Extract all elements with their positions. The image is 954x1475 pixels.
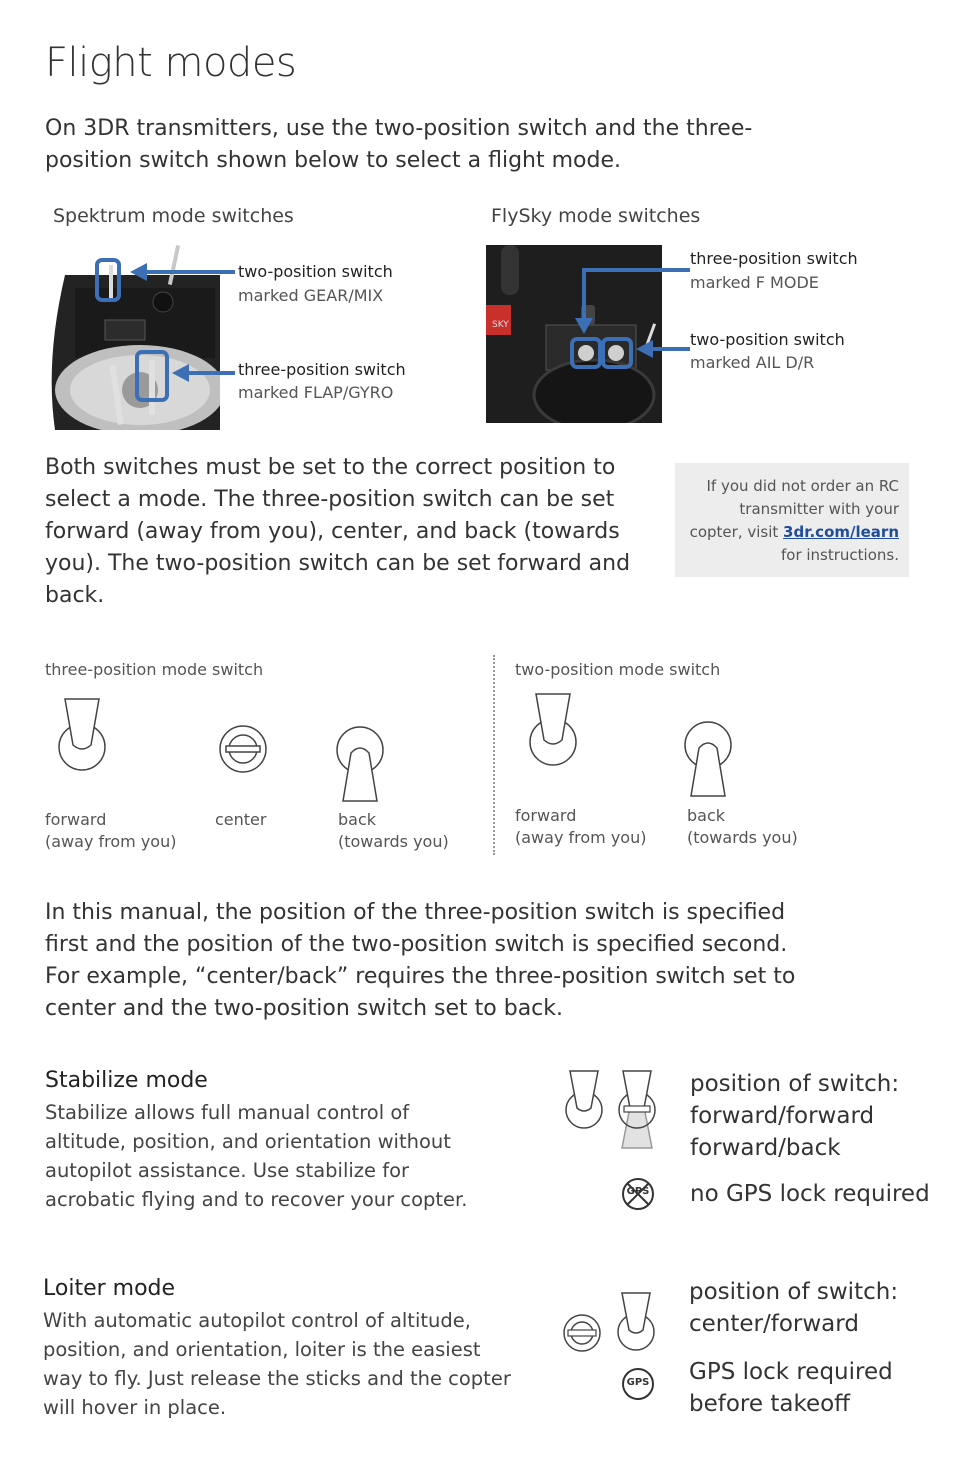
rc-transmitter-note (675, 463, 909, 577)
flysky-two-pos-marking: marked AIL D/R (690, 353, 815, 372)
three-pos-back-label: back (towards you) (338, 810, 449, 851)
stabilize-position: position of switch: forward/forward forward/back (690, 1071, 900, 1161)
loiter-gps: GPS lock required before takeoff (689, 1359, 893, 1417)
switch-center-icon (218, 724, 268, 774)
spektrum-callout-arrows (125, 255, 235, 385)
learn-link[interactable]: 3dr.com/learn (783, 523, 899, 541)
loiter-three-pos-center-icon (562, 1313, 602, 1353)
switch-back-icon (334, 725, 386, 805)
page-title: Flight modes (45, 40, 297, 86)
section-divider (493, 655, 495, 855)
stabilize-two-pos-forward-back-icon (615, 1068, 660, 1150)
three-pos-center-label: center (215, 810, 267, 829)
intro-text: On 3DR transmitters, use the two-position switch and the three-position switch shown below to select a flight mode. (45, 116, 753, 173)
two-pos-switch-heading: two-position mode switch (515, 660, 721, 679)
flysky-callout-arrows (570, 262, 690, 372)
loiter-body: With automatic autopilot control of altitude, position, and orientation, loiter is the easiest way to fly. Just release the sticks and the copter will hover in place. (43, 1309, 511, 1419)
stabilize-gps: no GPS lock required (690, 1181, 930, 1207)
both-switches-paragraph: Both switches must be set to the correct position to select a mode. The three-position switch can be set forward (away from you), center, and back (towards you). The two-position switch can be set forward and back. (45, 455, 631, 608)
flysky-heading: FlySky mode switches (491, 205, 701, 227)
svg-text:SKY: SKY (492, 320, 509, 330)
two-pos-back-icon (682, 720, 734, 800)
gps-required-icon-text: GPS (626, 1377, 650, 1388)
loiter-position: position of switch: center/forward (689, 1279, 899, 1337)
loiter-two-pos-forward-icon (614, 1290, 659, 1352)
stabilize-three-pos-forward-icon (562, 1068, 607, 1130)
no-gps-icon-text: GPS (626, 1186, 650, 1197)
note-text-after: for instructions. (780, 546, 899, 564)
gps-required-icon (621, 1367, 655, 1401)
spektrum-two-pos-label: two-position switch (238, 262, 393, 281)
three-pos-forward-label: forward (away from you) (45, 810, 177, 851)
note-text-before: If you did not order an RC transmitter with your copter, visit (689, 477, 899, 541)
spektrum-heading: Spektrum mode switches (53, 205, 294, 227)
loiter-title: Loiter mode (43, 1276, 176, 1301)
stabilize-body: Stabilize allows full manual control of altitude, position, and orientation without autopilot assistance. Use stabilize for acrobatic flying and to recover your copter. (45, 1101, 468, 1211)
two-pos-forward-label: forward (away from you) (515, 806, 647, 847)
spektrum-three-pos-marking: marked FLAP/GYRO (238, 383, 394, 402)
spektrum-three-pos-label: three-position switch (238, 360, 406, 379)
manual-paragraph: In this manual, the position of the three-position switch is specified first and the position of the two-position switch is specified second. For example, “center/back” requires the three-position switch set to center and the two-position switch set to back. (45, 900, 796, 1021)
stabilize-title: Stabilize mode (45, 1068, 208, 1093)
two-pos-back-label: back (towards you) (687, 806, 798, 847)
spektrum-two-pos-marking: marked GEAR/MIX (238, 286, 384, 305)
three-pos-switch-heading: three-position mode switch (45, 660, 264, 679)
switch-forward-icon (55, 695, 110, 773)
no-gps-icon (621, 1177, 655, 1211)
flysky-two-pos-label: two-position switch (690, 330, 845, 349)
flysky-three-pos-marking: marked F MODE (690, 273, 819, 292)
flysky-three-pos-label: three-position switch (690, 249, 858, 268)
two-pos-forward-icon (526, 690, 581, 768)
